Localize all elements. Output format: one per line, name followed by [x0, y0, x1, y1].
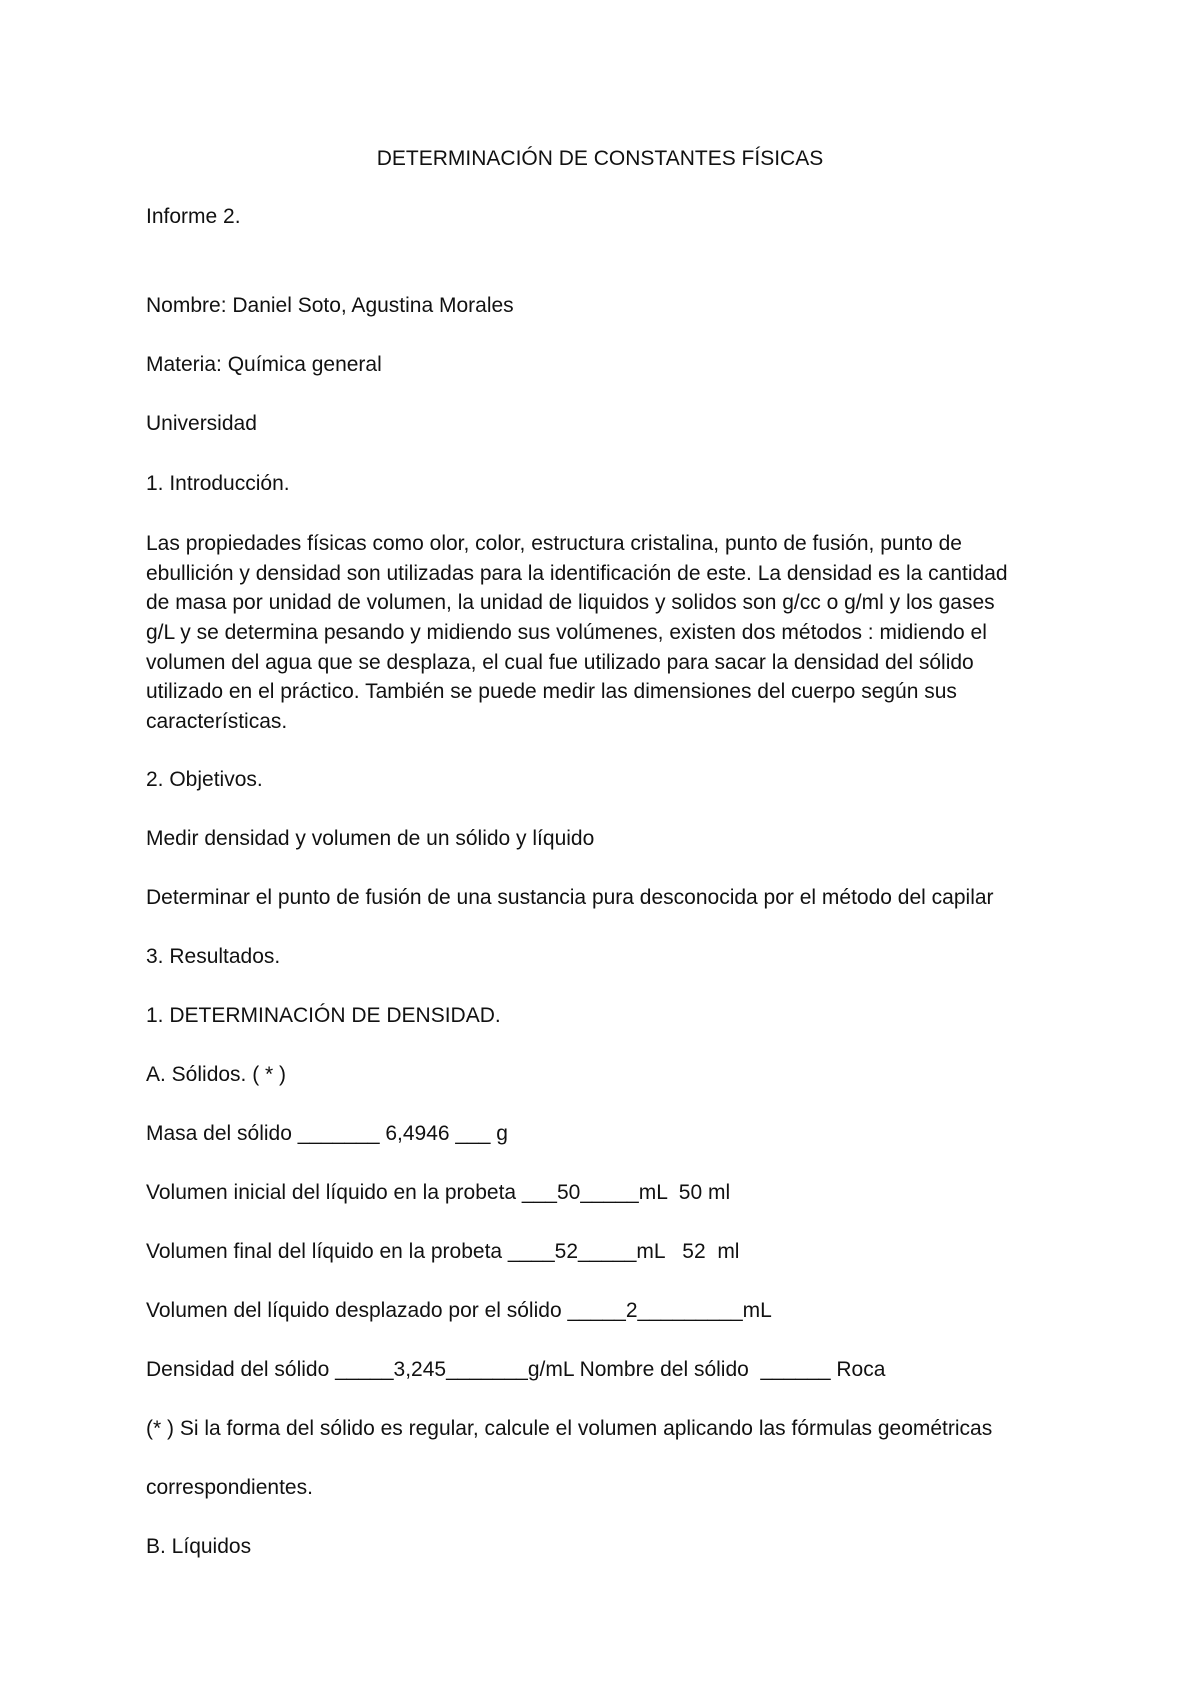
density-line: Densidad del sólido _____3,245_______g/mL Nombre del sólido ______ Roca — [146, 1358, 886, 1381]
paragraph-line: volumen del agua que se desplaza, el cual fue utilizado para sacar la densidad del sólido — [146, 650, 974, 674]
paragraph-line: de masa por unidad de volumen, la unidad de liquidos y solidos son g/cc o g/ml y los gases — [146, 591, 995, 615]
note-line: (* ) Si la forma del sólido es regular, calcule el volumen aplicando las fórmulas geométricas — [146, 1417, 993, 1440]
solids-heading: A. Sólidos. ( * ) — [146, 1063, 287, 1086]
objectives-heading: 2. Objetivos. — [146, 768, 263, 791]
paragraph-line: utilizado en el práctico. También se puede medir las dimensiones del cuerpo según sus — [146, 680, 957, 704]
objective-item: Determinar el punto de fusión de una sustancia pura desconocida por el método del capilar — [146, 886, 994, 909]
paragraph-line: Las propiedades físicas como olor, color, estructura cristalina, punto de fusión, punto de — [146, 532, 962, 555]
note-line: correspondientes. — [146, 1476, 313, 1499]
university-line: Universidad — [146, 412, 257, 435]
intro-paragraph — [146, 529, 1076, 737]
liquids-heading: B. Líquidos — [146, 1535, 252, 1558]
paragraph-line: g/L y se determina pesando y midiendo sus volúmenes, existen dos métodos : midiendo el — [146, 621, 987, 645]
mass-line: Masa del sólido _______ 6,4946 ___ g — [146, 1122, 508, 1145]
author-names: Nombre: Daniel Soto, Agustina Morales — [146, 294, 514, 317]
document-title: DETERMINACIÓN DE CONSTANTES FÍSICAS — [376, 147, 824, 170]
paragraph-line: ebullición y densidad son utilizadas para la identificación de este. La densidad es la cantidad — [146, 561, 1008, 585]
objective-item: Medir densidad y volumen de un sólido y líquido — [146, 827, 595, 850]
density-heading: 1. DETERMINACIÓN DE DENSIDAD. — [146, 1004, 501, 1027]
paragraph-line: características. — [146, 710, 288, 734]
intro-heading: 1. Introducción. — [146, 472, 290, 495]
subject-line: Materia: Química general — [146, 353, 382, 376]
report-number: Informe 2. — [146, 205, 241, 228]
displaced-volume-line: Volumen del líquido desplazado por el sólido _____2_________mL — [146, 1299, 772, 1322]
results-heading: 3. Resultados. — [146, 945, 281, 968]
initial-volume-line: Volumen inicial del líquido en la probeta ___50_____mL 50 ml — [146, 1181, 731, 1204]
final-volume-line: Volumen final del líquido en la probeta ____52_____mL 52 ml — [146, 1240, 740, 1263]
